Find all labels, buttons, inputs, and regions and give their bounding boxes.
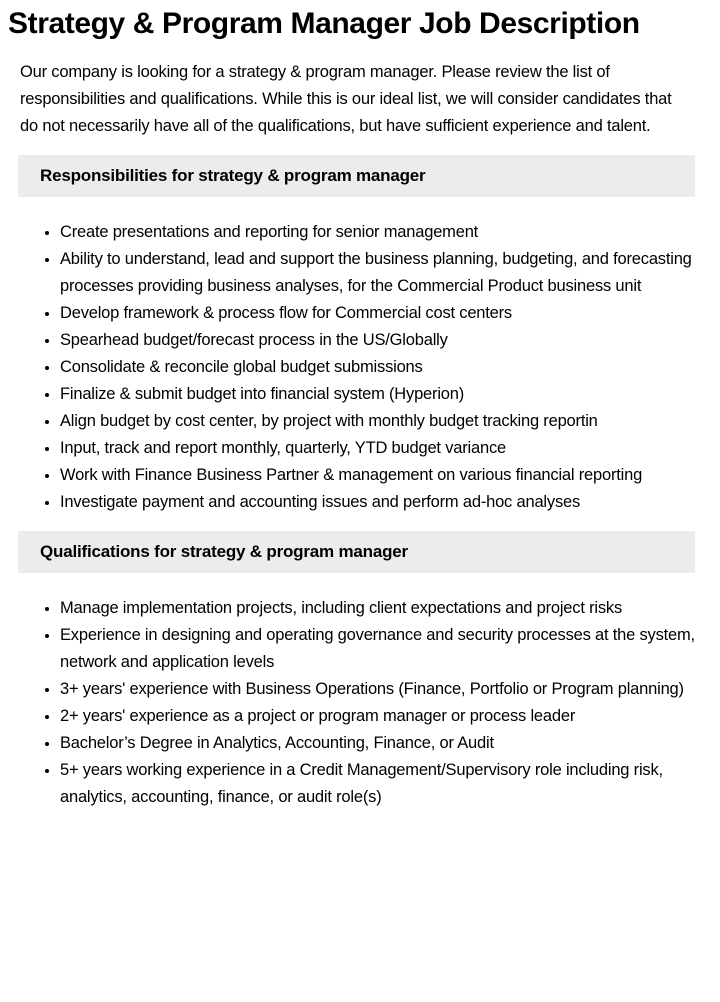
qualifications-section: [0, 531, 720, 811]
list-item: • 5+ years working experience in a Credit Management/Supervisory role including risk, analytics, accounting, finance, or audit role(s): [60, 757, 696, 811]
qualifications-list: [20, 595, 698, 811]
page-title: Strategy & Program Manager Job Description: [8, 7, 640, 40]
list-item: • Manage implementation projects, including client expectations and project risks: [60, 595, 696, 622]
list-item: • Finalize & submit budget into financial system (Hyperion): [60, 381, 696, 408]
list-item: • 3+ years' experience with Business Operations (Finance, Portfolio or Program planning): [60, 676, 696, 703]
responsibilities-section-header: [18, 155, 695, 197]
intro-paragraph: Our company is looking for a strategy & program manager. Please review the list of responsibilities and qualifications. While this is our ideal list, we will consider candidates that do not necessarily have all of the qualifications, but have sufficient experience and talent.: [20, 63, 672, 135]
list-item: • Ability to understand, lead and support the business planning, budgeting, and forecasting processes providing business analyses, for the Commercial Product business unit: [60, 246, 696, 300]
list-item: • Bachelor’s Degree in Analytics, Accounting, Finance, or Audit: [60, 730, 696, 757]
list-item: • Investigate payment and accounting issues and perform ad-hoc analyses: [60, 489, 696, 516]
qualifications-section-header: [18, 531, 695, 573]
list-item: • Consolidate & reconcile global budget submissions: [60, 354, 696, 381]
list-item: • Develop framework & process flow for Commercial cost centers: [60, 300, 696, 327]
list-item: • Work with Finance Business Partner & management on various financial reporting: [60, 462, 696, 489]
responsibilities-section: [0, 155, 720, 516]
list-item: • Input, track and report monthly, quarterly, YTD budget variance: [60, 435, 696, 462]
responsibilities-section-heading: Responsibilities for strategy & program manager: [40, 166, 426, 185]
responsibilities-list: [20, 219, 698, 516]
list-item: • Spearhead budget/forecast process in the US/Globally: [60, 327, 696, 354]
list-item: • Experience in designing and operating governance and security processes at the system, network and application levels: [60, 622, 696, 676]
list-item: • Align budget by cost center, by project with monthly budget tracking reportin: [60, 408, 696, 435]
list-item: • Create presentations and reporting for senior management: [60, 219, 696, 246]
qualifications-section-heading: Qualifications for strategy & program manager: [40, 542, 408, 561]
list-item: • 2+ years' experience as a project or program manager or process leader: [60, 703, 696, 730]
job-description-page: [0, 5, 720, 1002]
